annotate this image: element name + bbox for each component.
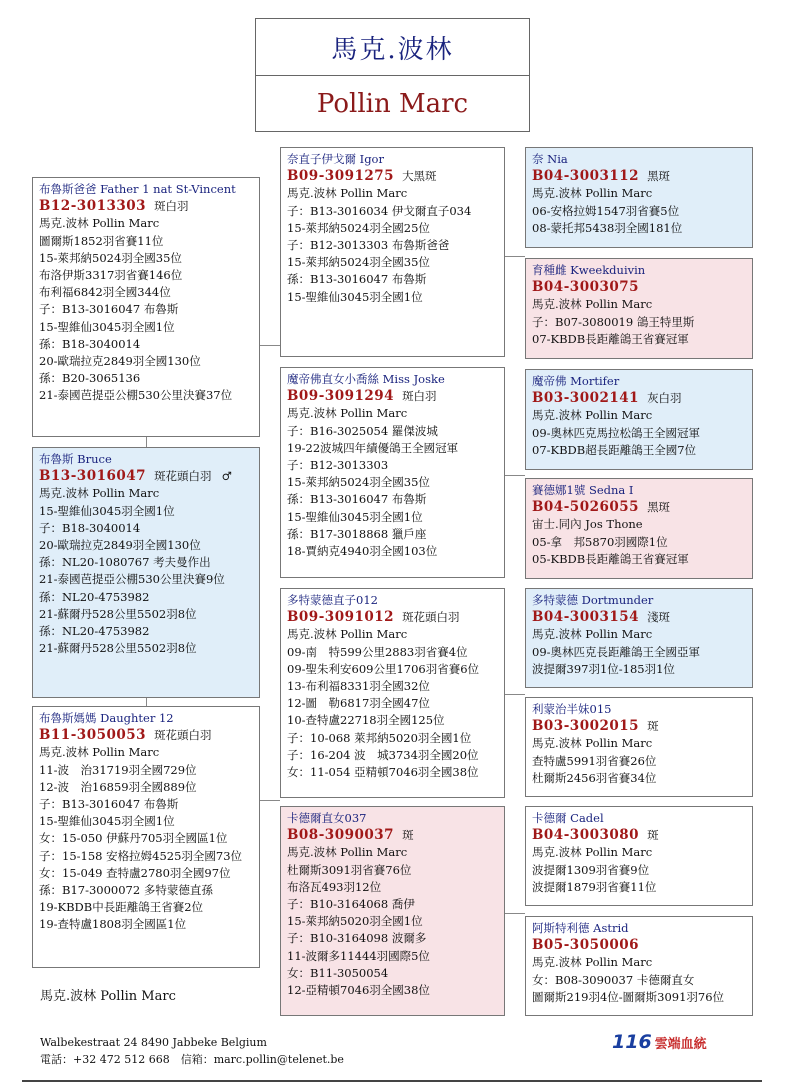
bird-name: 賽德娜1號 Sedna I	[532, 483, 634, 497]
plumage-color: 灰白羽	[647, 391, 682, 406]
record-line: 波提爾397羽1位-185羽1位	[532, 661, 675, 676]
male-sex-icon: ♂	[221, 469, 232, 484]
record-line: 杜爾斯3091羽省賽76位	[287, 862, 412, 877]
pedigree-box-g3-8	[525, 916, 753, 1016]
connector-line	[505, 913, 525, 914]
record-line: 09-聖朱利安609公里1706羽省賽6位	[287, 661, 480, 676]
record-line: 子：B10-3164098 波爾多	[287, 931, 427, 946]
plumage-color: 斑花頭白羽	[402, 610, 460, 625]
ring-number: B09-3091275	[287, 168, 395, 185]
record-line: 女：15-050 伊蘇丹705羽全國區1位	[39, 831, 228, 846]
record-line: 12-亞精頓7046羽全國38位	[287, 983, 430, 998]
record-line: 女：11-054 亞精頓7046羽全國38位	[287, 765, 479, 780]
record-line: 21-泰國芭提亞公棚530公里決賽37位	[39, 388, 233, 403]
record-line: 孫：B20-3065136	[39, 371, 141, 386]
bird-name: 多特蒙德直子012	[287, 593, 378, 607]
logo-number: 116	[612, 1031, 652, 1053]
record-line: 馬克.波林 Pollin Marc	[287, 845, 408, 860]
record-line: 孫：NL20-1080767 考夫曼作出	[39, 555, 211, 570]
pedigree-box-sire-dam	[32, 706, 260, 968]
record-line: 圖爾斯219羽4位-圖爾斯3091羽76位	[532, 989, 725, 1004]
bird-name: 多特蒙德 Dortmunder	[532, 593, 654, 607]
connector-line	[260, 345, 280, 346]
pedigree-box-ss-dam	[280, 367, 505, 578]
record-line: 15-聖維仙3045羽全國1位	[287, 509, 423, 524]
ring-number: B09-3091012	[287, 609, 395, 626]
connector-line	[260, 800, 280, 801]
record-line: 孫：B13-3016047 布魯斯	[287, 492, 427, 507]
record-line: 20-歐瑞拉克2849羽全國130位	[39, 354, 201, 369]
connector-line	[505, 694, 525, 695]
pedigree-box-sire-sire	[32, 177, 260, 437]
record-line: 子：10-068 萊邦納5020羽全國1位	[287, 730, 472, 745]
record-line: 11-波爾多11444羽國際5位	[287, 948, 430, 963]
record-line: 子：B18-3040014	[39, 520, 141, 535]
record-line: 21-泰國芭提亞公棚530公里決賽9位	[39, 572, 225, 587]
bird-name: 奈直子伊戈爾 Igor	[287, 152, 384, 166]
record-line: 子：B10-3164068 喬伊	[287, 897, 415, 912]
bird-name: 魔帝佛 Mortifer	[532, 374, 620, 388]
record-line: 19-查特盧1808羽全國區1位	[39, 917, 187, 932]
plumage-color: 大黑斑	[402, 169, 437, 184]
ring-number: B13-3016047	[39, 468, 147, 485]
record-line: 孫：B17-3000072 多特蒙德直孫	[39, 883, 213, 898]
record-line: 女：15-049 查特盧2780羽全國97位	[39, 865, 231, 880]
record-line: 孫：NL20-4753982	[39, 624, 150, 639]
plumage-color: 斑白羽	[402, 389, 437, 404]
pedigree-box-g3-3	[525, 369, 753, 470]
ring-number: B09-3091294	[287, 388, 395, 405]
record-line: 馬克.波林 Pollin Marc	[532, 627, 653, 642]
record-line: 子：B13-3016034 伊戈爾直子034	[287, 203, 472, 218]
ring-number: B04-3003080	[532, 827, 640, 844]
ring-number: B12-3013303	[39, 198, 147, 215]
connector-line	[146, 437, 147, 447]
record-line: 查特盧5991羽省賽26位	[532, 753, 657, 768]
record-line: 18-賈納克4940羽全國103位	[287, 544, 438, 559]
bird-name: 利蒙治半妹015	[532, 702, 612, 716]
record-line: 21-蘇爾丹528公里5502羽8位	[39, 641, 197, 656]
record-line: 15-聖維仙3045羽全國1位	[39, 319, 175, 334]
ring-number: B04-3003154	[532, 609, 640, 626]
record-line: 子：16-204 波 城3734羽全國20位	[287, 747, 479, 762]
record-line: 布利福6842羽全國344位	[39, 285, 171, 300]
connector-line	[505, 475, 525, 476]
record-line: 12-圖 勒6817羽全國47位	[287, 696, 430, 711]
pedigree-box-sd-dam	[280, 806, 505, 1016]
address-line: Walbekestraat 24 8490 Jabbeke Belgium	[40, 1036, 267, 1049]
record-line: 15-萊邦納5024羽全國35位	[287, 475, 430, 490]
record-line: 21-蘇爾丹528公里5502羽8位	[39, 606, 197, 621]
record-line: 孫：NL20-4753982	[39, 589, 150, 604]
record-line: 07-KBDB長距離鴿王省賽冠軍	[532, 331, 689, 346]
record-line: 馬克.波林 Pollin Marc	[532, 845, 653, 860]
ring-number: B11-3050053	[39, 727, 147, 744]
record-line: 15-萊邦納5024羽全國25位	[287, 220, 430, 235]
ring-number: B08-3090037	[287, 827, 395, 844]
record-line: 09-南 特599公里2883羽省賽4位	[287, 644, 468, 659]
bird-name: 育種雌 Kweekduivin	[532, 263, 646, 277]
plumage-color: 斑花頭白羽	[154, 469, 212, 484]
pedigree-box-g3-4	[525, 478, 753, 579]
record-line: 子：B07-3080019 鴿王特里斯	[532, 314, 695, 329]
record-line: 10-查特盧22718羽全國125位	[287, 713, 445, 728]
record-line: 09-奧林匹克長距離鴿王全國亞軍	[532, 644, 701, 659]
record-line: 15-聖維仙3045羽全國1位	[287, 289, 423, 304]
ring-number: B05-3050006	[532, 937, 640, 954]
record-line: 波提爾1879羽省賽11位	[532, 879, 657, 894]
record-line: 孫：B18-3040014	[39, 336, 141, 351]
bird-name: 布魯斯 Bruce	[39, 452, 112, 466]
connector-line	[146, 698, 147, 706]
record-line: 女：B08-3090037 卡德爾直女	[532, 972, 695, 987]
record-line: 馬克.波林 Pollin Marc	[39, 486, 160, 501]
contact-line: 電話：+32 472 512 668 信箱：marc.pollin@telenet.be	[40, 1053, 344, 1066]
record-line: 12-波 治16859羽全國889位	[39, 779, 197, 794]
record-line: 09-奧林匹克馬拉松鴿王全國冠軍	[532, 425, 701, 440]
owner-name-english: Pollin Marc	[255, 75, 530, 132]
record-line: 馬克.波林 Pollin Marc	[532, 297, 653, 312]
record-line: 15-萊邦納5020羽全國1位	[287, 914, 423, 929]
record-line: 05-KBDB長距離鴿王省賽冠軍	[532, 551, 689, 566]
record-line: 女：B11-3050054	[287, 965, 389, 980]
record-line: 馬克.波林 Pollin Marc	[532, 186, 653, 201]
record-line: 杜爾斯2456羽省賽34位	[532, 770, 657, 785]
record-line: 馬克.波林 Pollin Marc	[532, 408, 653, 423]
pedigree-box-sd-sire	[280, 588, 505, 798]
record-line: 11-波 治31719羽全國729位	[39, 762, 197, 777]
pedigree-box-g3-2	[525, 258, 753, 359]
bird-name: 卡德爾 Cadel	[532, 811, 604, 825]
owner-signature: 馬克.波林 Pollin Marc	[40, 989, 176, 1004]
pedigree-box-g3-6	[525, 697, 753, 797]
footer-divider	[22, 1080, 762, 1082]
record-line: 波提爾1309羽省賽9位	[532, 862, 650, 877]
record-line: 孫：B17-3018868 獵戶座	[287, 526, 427, 541]
plumage-color: 斑白羽	[154, 199, 189, 214]
record-line: 20-歐瑞拉克2849羽全國130位	[39, 538, 201, 553]
record-line: 圖爾斯1852羽省賽11位	[39, 233, 164, 248]
record-line: 15-萊邦納5024羽全國35位	[287, 255, 430, 270]
brand-logo	[612, 1031, 707, 1053]
record-line: 馬克.波林 Pollin Marc	[39, 745, 160, 760]
bird-name: 卡德爾直女037	[287, 811, 367, 825]
record-line: 06-安格拉姆1547羽省賽5位	[532, 203, 680, 218]
plumage-color: 黑斑	[647, 169, 671, 184]
plumage-color: 斑	[647, 828, 659, 843]
record-line: 15-萊邦納5024羽全國35位	[39, 250, 182, 265]
pedigree-box-g3-7	[525, 806, 753, 906]
ring-number: B04-3003075	[532, 279, 640, 296]
record-line: 馬克.波林 Pollin Marc	[287, 627, 408, 642]
pedigree-box-g3-1	[525, 147, 753, 248]
pedigree-box-ss-sire	[280, 147, 505, 357]
record-line: 子：B12-3013303 布魯斯爸爸	[287, 238, 450, 253]
record-line: 19-KBDB中長距離鴿王省賽2位	[39, 900, 204, 915]
plumage-color: 黑斑	[647, 500, 671, 515]
ring-number: B04-3003112	[532, 168, 640, 185]
ring-number: B04-5026055	[532, 499, 640, 516]
contact-info	[40, 1034, 344, 1068]
pedigree-box-sire	[32, 447, 260, 698]
record-line: 宙士.同內 Jos Thone	[532, 517, 643, 532]
record-line: 子：B12-3013303	[287, 458, 389, 473]
owner-name-chinese: 馬克.波林	[255, 18, 530, 76]
bird-name: 布魯斯爸爸 Father 1 nat St-Vincent	[39, 182, 236, 196]
record-line: 馬克.波林 Pollin Marc	[532, 736, 653, 751]
record-line: 19-22波城四年績優鴿王全國冠軍	[287, 440, 459, 455]
plumage-color: 淺斑	[647, 610, 671, 625]
bird-name: 奈 Nia	[532, 152, 568, 166]
record-line: 馬克.波林 Pollin Marc	[39, 216, 160, 231]
record-line: 05-拿 邦5870羽國際1位	[532, 534, 668, 549]
record-line: 子：B13-3016047 布魯斯	[39, 797, 179, 812]
record-line: 子：15-158 安格拉姆4525羽全國73位	[39, 848, 243, 863]
record-line: 15-聖維仙3045羽全國1位	[39, 503, 175, 518]
plumage-color: 斑花頭白羽	[154, 728, 212, 743]
record-line: 馬克.波林 Pollin Marc	[532, 955, 653, 970]
connector-line	[505, 256, 525, 257]
record-line: 子：B16-3025054 羅傑波城	[287, 423, 438, 438]
bird-name: 布魯斯媽媽 Daughter 12	[39, 711, 174, 725]
record-line: 13-布利福8331羽全國32位	[287, 679, 430, 694]
record-line: 子：B13-3016047 布魯斯	[39, 302, 179, 317]
record-line: 15-聖維仙3045羽全國1位	[39, 814, 175, 829]
record-line: 07-KBDB超長距離鴿王全國7位	[532, 442, 697, 457]
record-line: 布洛伊斯3317羽省賽146位	[39, 268, 183, 283]
record-line: 孫：B13-3016047 布魯斯	[287, 272, 427, 287]
ring-number: B03-3002141	[532, 390, 640, 407]
record-line: 08-蒙托邦5438羽全國181位	[532, 220, 683, 235]
bird-name: 魔帝佛直女小喬絲 Miss Joske	[287, 372, 445, 386]
plumage-color: 斑	[402, 828, 414, 843]
pedigree-box-g3-5	[525, 588, 753, 688]
record-line: 馬克.波林 Pollin Marc	[287, 406, 408, 421]
ring-number: B03-3002015	[532, 718, 640, 735]
record-line: 布洛瓦493羽12位	[287, 879, 382, 894]
record-line: 馬克.波林 Pollin Marc	[287, 186, 408, 201]
logo-text: 雲端血統	[654, 1037, 707, 1052]
bird-name: 阿斯特利德 Astrid	[532, 921, 629, 935]
plumage-color: 斑	[647, 719, 659, 734]
